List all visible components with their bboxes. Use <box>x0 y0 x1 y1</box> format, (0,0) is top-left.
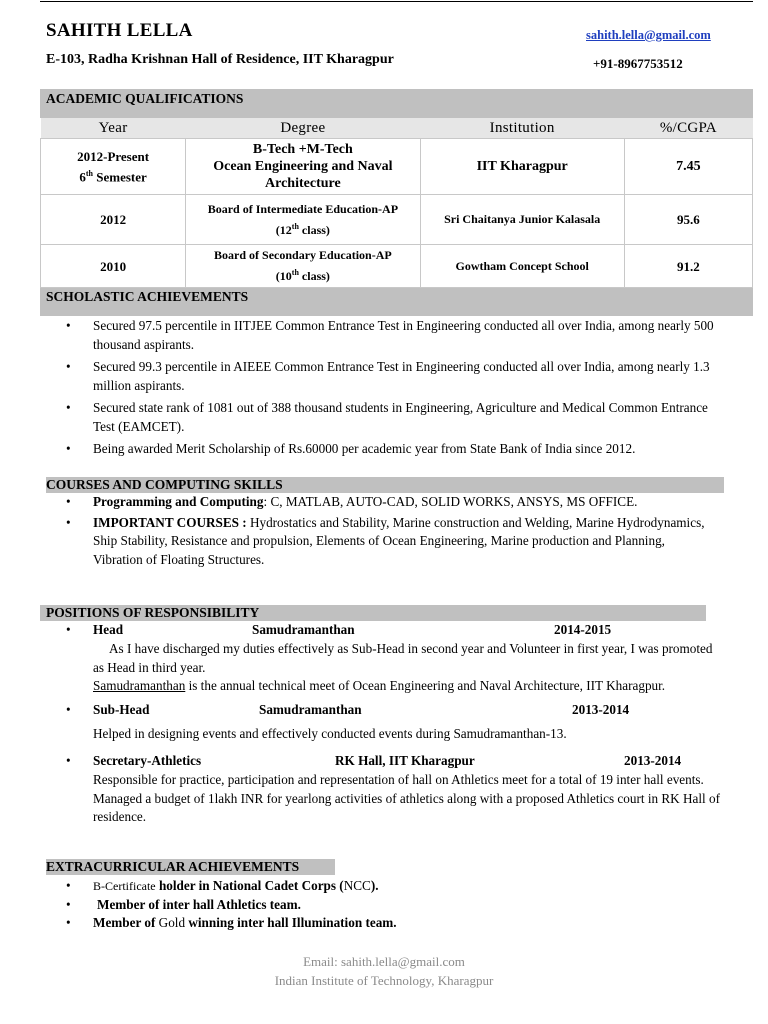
position-event: Samudramanthan <box>252 622 355 637</box>
list-item: • Being awarded Merit Scholarship of Rs.60000 per academic year from State Bank of India since 2012. <box>46 440 716 459</box>
degree-line: Ocean Engineering and Naval <box>213 159 393 174</box>
cell-institution: Sri Chaitanya Junior Kalasala <box>420 195 624 245</box>
year-text: 2012-Present <box>77 148 150 164</box>
programming-label: Programming and Computing <box>93 494 264 509</box>
bullet-icon: • <box>66 400 71 415</box>
phone-number: +91-8967753512 <box>593 56 683 71</box>
cell-institution: IIT Kharagpur <box>420 139 624 195</box>
degree-line: (10th class) <box>275 268 330 283</box>
column-header-degree: Degree <box>186 118 420 139</box>
section-heading-academic <box>40 89 753 118</box>
section-heading-positions <box>40 605 706 621</box>
address: E-103, Radha Krishnan Hall of Residence, IIT Kharagpur <box>46 52 394 67</box>
cell-score: 91.2 <box>624 245 752 288</box>
cell-degree <box>186 139 420 195</box>
list-item: • Secured state rank of 1081 out of 388 thousand students in Engineering, Agriculture and Medical Common Entrance Test (EAMCET). <box>66 400 708 434</box>
important-courses-label: IMPORTANT COURSES : <box>93 514 247 530</box>
position-years: 2014-2015 <box>554 622 612 637</box>
column-header-institution: Institution <box>420 118 624 139</box>
bullet-icon: • <box>66 441 71 456</box>
extracurricular-list <box>46 877 716 933</box>
list-item: • B-Certificate holder in National Cadet Corps (NCC). <box>46 877 716 896</box>
position-years: 2013-2014 <box>572 701 630 717</box>
bullet-icon: • <box>66 878 71 893</box>
bullet-icon: • <box>66 359 71 374</box>
cell-year: 2012 <box>41 195 186 245</box>
list-item: • Secured 99.3 percentile in AIEEE Common Entrance Test in Engineering conducted all over India, among nearly 1.3 million aspirants. <box>66 359 710 393</box>
column-header-score: %/CGPA <box>624 118 752 139</box>
position-item <box>46 753 726 771</box>
candidate-name: SAHITH LELLA <box>46 20 193 41</box>
cell-score: 95.6 <box>624 195 752 245</box>
position-role: Secretary-Athletics <box>93 753 202 768</box>
column-header-year: Year <box>41 118 186 139</box>
degree-line: B-Tech +M-Tech <box>252 142 353 157</box>
semester-text: 6th Semester <box>79 168 147 185</box>
bullet-icon: • <box>66 514 71 530</box>
courses-list <box>46 493 716 569</box>
footer-institute: Indian Institute of Technology, Kharagpur <box>274 973 494 988</box>
list-item: • IMPORTANT COURSES : Hydrostatics and Stability, Marine construction and Welding, Marine Hydrodynamics, Ship Stability, Resistance and propulsion, Elements of Ocean Engineering, Marine production and Planning, Vibration of Floating Structures. <box>66 514 705 567</box>
bullet-icon: • <box>66 318 71 333</box>
degree-line: (12th class) <box>275 221 330 237</box>
position-description: Responsible for practice, participation and representation of hall on Athletics meet for a total of 19 inter hall events. Managed a budget of 1lakh INR for yearlong activities of athletics along with a proposed Athletics court in RK Hall of residence. <box>93 772 720 824</box>
position-role: Sub-Head <box>93 701 150 717</box>
degree-line: Board of Intermediate Education-AP <box>207 201 399 216</box>
section-heading-text: COURSES AND COMPUTING SKILLS <box>46 477 283 492</box>
section-heading-text: POSITIONS OF RESPONSIBILITY <box>46 605 260 620</box>
list-item: • Programming and Computing: C, MATLAB, AUTO-CAD, SOLID WORKS, ANSYS, MS OFFICE. <box>46 493 716 512</box>
position-event: RK Hall, IIT Kharagpur <box>335 753 475 768</box>
table-row <box>41 195 753 245</box>
table-header-row <box>41 118 753 139</box>
position-role: Head <box>93 622 124 637</box>
table-row <box>41 245 753 288</box>
scholastic-list <box>46 317 716 459</box>
bullet-icon: • <box>66 622 71 637</box>
cell-year <box>41 139 186 195</box>
positions-list <box>46 622 726 827</box>
position-description: As I have discharged my duties effectively as Sub-Head in second year and Volunteer in first year, I was promoted as Head in third year. <box>93 641 713 675</box>
footer-email: Email: sahith.lella@gmail.com <box>303 954 465 969</box>
bullet-icon: • <box>66 896 71 912</box>
cell-year: 2010 <box>41 245 186 288</box>
section-heading-scholastic <box>40 288 753 316</box>
position-description: Samudramanthan is the annual technical meet of Ocean Engineering and Naval Architecture, IIT Kharagpur. <box>93 678 666 693</box>
top-rule <box>40 1 753 2</box>
degree-line: Board of Secondary Education-AP <box>214 248 392 262</box>
academic-table <box>40 118 753 288</box>
cell-degree <box>186 195 420 245</box>
position-item <box>46 622 726 640</box>
list-item: • Member of inter hall Athletics team. <box>46 896 716 915</box>
list-item: • Secured 97.5 percentile in IITJEE Common Entrance Test in Engineering conducted all over India, among nearly 500 thousand aspirants. <box>66 318 714 352</box>
position-years: 2013-2014 <box>624 753 682 768</box>
section-heading-courses <box>46 477 724 493</box>
position-description: Helped in designing events and effectively conducted events during Samudramanthan-13. <box>93 725 567 741</box>
cell-degree <box>186 245 420 288</box>
section-heading-text: SCHOLASTIC ACHIEVEMENTS <box>46 289 249 304</box>
position-item <box>46 702 726 720</box>
bullet-icon: • <box>66 915 71 930</box>
bullet-icon: • <box>66 753 71 768</box>
section-heading-extracurricular <box>46 859 335 875</box>
list-item: • Member of Gold winning inter hall Illumination team. <box>46 914 716 933</box>
position-event: Samudramanthan <box>259 701 362 717</box>
bullet-icon: • <box>66 494 71 509</box>
section-heading-text: EXTRACURRICULAR ACHIEVEMENTS <box>46 859 300 874</box>
table-row <box>41 139 753 195</box>
section-heading-text: ACADEMIC QUALIFICATIONS <box>46 91 244 106</box>
cell-score: 7.45 <box>624 139 752 195</box>
degree-line: Architecture <box>265 176 341 191</box>
bullet-icon: • <box>66 701 71 717</box>
email-link[interactable]: sahith.lella@gmail.com <box>586 28 711 42</box>
cell-institution: Gowtham Concept School <box>420 245 624 288</box>
